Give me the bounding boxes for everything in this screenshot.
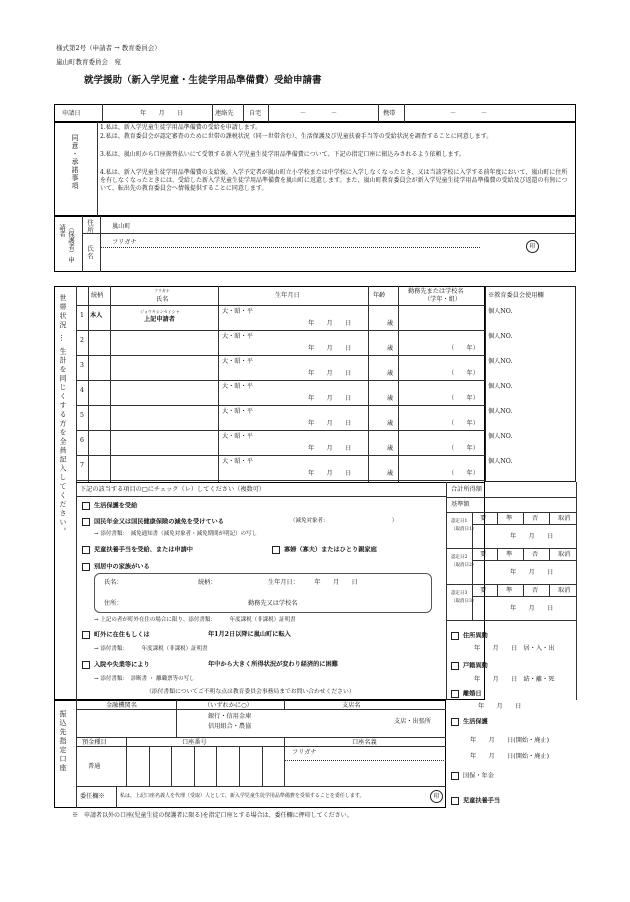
pension-doc: → 添付書類： 減免通知書（減免対象者・減免期間が明記）の写し: [94, 531, 258, 537]
judge-header: 準: [506, 515, 513, 522]
footnote: ※ 申請者以外の口座(児童生徒の保護者に限る)を指定口座とする場合は、委任欄に押印してください。: [72, 812, 353, 819]
form-number: 様式第2号（申請者 → 教育委員会）: [56, 44, 161, 52]
row-age[interactable]: 歳: [387, 320, 394, 327]
row-date[interactable]: 年 月 日: [308, 445, 352, 452]
account-digit-cell[interactable]: [239, 746, 240, 786]
bank-types-2[interactable]: 信用組合・農協: [208, 723, 252, 730]
row-date[interactable]: 年 月 日: [308, 395, 352, 402]
row-age[interactable]: 歳: [387, 395, 394, 402]
row-office: 個人NO.: [488, 433, 513, 440]
judge-header: 否: [532, 515, 539, 522]
col-name: 氏名: [156, 296, 169, 303]
checkbox-icon: [82, 563, 90, 571]
row-divider: [76, 430, 485, 431]
judge-label-sub: （取消日3）: [451, 599, 477, 604]
judge-date: 年 月 日: [510, 605, 554, 612]
judge-hline: [472, 560, 576, 561]
row-office: 個人NO.: [488, 383, 513, 390]
home-phone-field[interactable]: － －: [300, 110, 338, 117]
pension-target: （減免対象者： ）: [290, 518, 398, 524]
mobile-label: 携帯: [383, 110, 396, 117]
judge-header: 否: [532, 551, 539, 558]
row-office: 個人NO.: [488, 358, 513, 365]
row-age[interactable]: 歳: [387, 420, 394, 427]
household-side-label: 世帯状況 … 生計を同じくする方を全員記入してください。: [59, 294, 67, 537]
checkbox-icon: [451, 632, 459, 640]
col-relation: 続柄: [91, 292, 104, 299]
judge-cell-line: [523, 584, 524, 596]
moved-doc: → 添付書類： 年度課税（非課税）証明書: [94, 646, 208, 652]
hospital-detail: 年中から大きく所得状況が変わり経済的に困難: [208, 661, 338, 668]
apply-date-label: 申請日: [62, 110, 81, 117]
judge-cell-line: [497, 584, 498, 596]
judge-header: 要: [480, 587, 487, 594]
office-family: 戸籍異動: [451, 662, 488, 670]
row-number: 1: [80, 312, 84, 319]
row-name[interactable]: 上記申請者: [144, 316, 175, 323]
row-office: 個人NO.: [488, 308, 513, 315]
consent-item-1: 1.私は、新入学児童生徒学用品準備費の受給を申請します。: [100, 124, 262, 131]
row-grade[interactable]: （ 年）: [448, 370, 479, 377]
row-number: 2: [80, 337, 84, 344]
row-grade[interactable]: （ 年）: [448, 445, 479, 452]
judge-header: 準: [506, 587, 513, 594]
row-age[interactable]: 歳: [387, 445, 394, 452]
consent-item-2: 2.私は、教育委員会が認定審査のために世帯の課税状況（同一世帯含む）、生活保護及び児童扶養手当等の受給状況を調査することに同意します。: [100, 133, 493, 140]
judge-cell-line: [549, 512, 550, 524]
address-label: 住所: [86, 219, 94, 234]
check-separate[interactable]: 別居中の家族がいる: [82, 563, 150, 571]
office-family-line: 年 月 日 結・離・死: [474, 676, 555, 683]
row-divider: [76, 330, 485, 331]
apply-date-field[interactable]: 年 月 日: [140, 110, 184, 117]
check-widow[interactable]: 寡婦（寡夫）またはひとり親家庭: [272, 546, 377, 554]
judge-cell-line: [549, 548, 550, 560]
judge-header: 取消: [558, 515, 571, 522]
row-date[interactable]: 年 月 日: [308, 370, 352, 377]
row-grade[interactable]: （ 年）: [448, 345, 479, 352]
row-office: 個人NO.: [488, 333, 513, 340]
office-use-column: [485, 286, 576, 482]
judge-date: 年 月 日: [510, 533, 554, 540]
judge-divider: [446, 548, 576, 549]
checkbox-icon: [82, 518, 90, 526]
check-hospital[interactable]: 入院や失業等により: [82, 661, 150, 669]
checkbox-icon: [82, 546, 90, 554]
bank-select-label: （いずれかに○）: [204, 702, 253, 709]
checkbox-icon: [451, 662, 459, 670]
checklist-instruction: 下記の該当する項目の□にチェック（レ）してください（複数可）: [80, 486, 266, 493]
judge-header: 準: [506, 551, 513, 558]
sep-name[interactable]: 氏名：: [104, 579, 123, 586]
judge-date: 年 月 日: [510, 569, 554, 576]
row-age[interactable]: 歳: [387, 470, 394, 477]
row-grade[interactable]: （ 年）: [448, 420, 479, 427]
consent-item-3: 3.私は、嵐山町から口座振替払いにて受領する新入学児童生徒学用品準備費について、下記の指定口座に振込みされるよう依頼します。: [100, 151, 466, 158]
applicant-side-label: （保護者）申請者: [58, 224, 75, 263]
proxy-text: 私は、上記口座名義人を代理（受取）人として、新入学児童生徒学用品準備費を受領することを委任します。: [120, 793, 365, 799]
col-school: 勤務先または学校名: [408, 288, 464, 295]
contact-label: 連絡先: [215, 110, 234, 117]
holder-label: 口座名義: [352, 739, 377, 746]
row-office: 個人NO.: [488, 408, 513, 415]
row-divider: [76, 380, 485, 381]
seal-mark: 印: [526, 240, 539, 253]
row-number: 7: [80, 462, 84, 469]
office-child: 児童扶養手当: [451, 797, 500, 805]
row-era[interactable]: 大・昭・平: [222, 458, 253, 465]
address-value[interactable]: 嵐山町: [112, 223, 131, 230]
row-era[interactable]: 大・昭・平: [222, 333, 253, 340]
sep-relation[interactable]: 続柄：: [198, 579, 217, 586]
row-era[interactable]: 大・昭・平: [222, 308, 253, 315]
checkbox-icon: [272, 546, 280, 554]
row-date[interactable]: 年 月 日: [308, 420, 352, 427]
checkbox-icon: [451, 690, 459, 698]
judge-header: 要: [480, 551, 487, 558]
judge-label: 認定日1: [451, 519, 468, 524]
check-moved[interactable]: 町外に在住もしくは: [82, 631, 150, 639]
page-title: 就学援助（新入学児童・生徒学用品準備費）受給申請書: [84, 75, 322, 86]
judge-label: 認定日2: [451, 555, 468, 560]
sep-address[interactable]: 住所：: [104, 600, 123, 607]
check-child-allowance[interactable]: 児童扶養手当を受給、または申請中: [82, 546, 193, 554]
addressee: 嵐山町教育委員会 宛: [56, 58, 121, 66]
row-date[interactable]: 年 月 日: [308, 470, 352, 477]
doc-note: （添付書類についてご不明な点は教育委員会事務局までお問い合わせください）: [146, 689, 355, 695]
hospital-doc: → 添付書類： 診断書 ・ 離職票等の写し: [94, 676, 195, 682]
bank-types[interactable]: 銀行・信用金庫: [208, 713, 252, 720]
office-pension: 国保・年金: [451, 772, 494, 780]
office-welfare-line2: 年 月 日(開始・廃止): [470, 753, 550, 760]
checkbox-icon: [82, 502, 90, 510]
row-date[interactable]: 年 月 日: [308, 320, 352, 327]
consent-item-4: 4.私は、新入学児童生徒学用品準備費の支給後、入学予定者が嵐山町立小学校または中学校に入学しなくなったとき、又は当該学校に入学する前年度において、嵐山町に住所を有しなくなったときには、受給した新入学児童生徒学用品準備費を嵐山町に返還します。また、嵐山町教育委員会が新入学児童生徒学用品準備費の受給及び返還の有無について、転出先の教育委員会へ情報提供することに同意します。: [100, 169, 568, 192]
row-era[interactable]: 大・昭・平: [222, 408, 253, 415]
row-divider: [76, 455, 485, 456]
office-welfare-line1: 年 月 日(開始・廃止): [470, 737, 550, 744]
judge-label: 認定日3: [451, 591, 468, 596]
mobile-phone-field[interactable]: － －: [450, 110, 488, 117]
check-pension[interactable]: 国民年金又は国民健康保険の減免を受けている: [82, 518, 224, 526]
proxy-label: 委任欄※: [80, 793, 105, 800]
col-office: ※教育委員会使用欄: [488, 292, 544, 299]
judge-header: 要: [480, 515, 487, 522]
sep-birth[interactable]: 生年月日： 年 月 日: [268, 579, 358, 586]
ordinary-label[interactable]: 普通: [88, 763, 101, 770]
judge-cell-line: [549, 584, 550, 596]
applicant-furigana: フリガナ: [112, 239, 137, 246]
account-digit-cell[interactable]: [194, 746, 195, 786]
row-grade[interactable]: （ 年）: [448, 395, 479, 402]
row-office: 個人NO.: [488, 458, 513, 465]
judge-label-sub: （取消日1）: [451, 527, 477, 532]
judge-cell-line: [497, 512, 498, 524]
row-age[interactable]: 歳: [387, 370, 394, 377]
account-digit-cell[interactable]: [171, 746, 172, 786]
name-label: 氏名: [86, 245, 94, 260]
judge-hline: [472, 596, 576, 597]
account-digit-cell[interactable]: [149, 746, 150, 786]
row-relation[interactable]: 本人: [90, 312, 103, 319]
account-digit-cell[interactable]: [216, 746, 217, 786]
proxy-seal: 印: [430, 790, 443, 803]
checkbox-icon: [82, 631, 90, 639]
checkbox-icon: [82, 661, 90, 669]
checkbox-icon: [451, 718, 459, 726]
consent-label: 同意・承諾事項: [71, 134, 79, 190]
col-school-sub: （学年・組）: [424, 296, 462, 303]
sep-school[interactable]: 勤務先又は学校名: [248, 600, 298, 607]
branch-label: 支店名: [342, 702, 361, 709]
row-number: 4: [80, 387, 84, 394]
row-number: 6: [80, 437, 84, 444]
row-number: 5: [80, 412, 84, 419]
checkbox-icon: [451, 772, 459, 780]
judge-cell-line: [523, 548, 524, 560]
row-era[interactable]: 大・昭・平: [222, 433, 253, 440]
office-tax: 合計所得額: [451, 486, 482, 493]
judge-header: 否: [532, 587, 539, 594]
judge-header: 取消: [558, 587, 571, 594]
account-digit-cell[interactable]: [262, 746, 263, 786]
office-divorce: 離婚日: [451, 690, 482, 698]
bank-name-label: 金融機関名: [106, 702, 137, 709]
judge-hline: [472, 524, 576, 525]
row-number: 3: [80, 362, 84, 369]
col-age: 年齢: [373, 292, 386, 299]
row-divider: [76, 405, 485, 406]
row-divider: [76, 355, 485, 356]
judge-divider: [446, 620, 576, 621]
judge-header: 取消: [558, 551, 571, 558]
col-birth: 生年月日: [275, 292, 300, 299]
row-era[interactable]: 大・昭・平: [222, 358, 253, 365]
col-furigana: フリガナ: [154, 288, 170, 293]
moved-detail: 年1月2日以降に嵐山町に転入: [208, 631, 291, 638]
account-no-label: 口座番号: [182, 739, 207, 746]
sep-doc: → 上記の者が町外在住の場合に限り、添付書類： 年度課税（非課税）証明書: [94, 617, 296, 623]
judge-cell-line: [523, 512, 524, 524]
office-standard: 基準額: [451, 501, 470, 508]
row-divider: [76, 480, 485, 481]
office-resident-line: 年 月 日 居・入・出: [474, 645, 555, 652]
checkbox-icon: [451, 797, 459, 805]
office-divorce-line: 年 月 日: [478, 703, 522, 710]
bank-side-label: 振込先指定口座: [59, 710, 67, 773]
row-furigana: ジョウキシンセイシャ: [140, 309, 180, 314]
judge-divider: [446, 584, 576, 585]
branch-types[interactable]: 支店・出張所: [394, 718, 432, 725]
row-age[interactable]: 歳: [387, 345, 394, 352]
office-resident: 住所異動: [451, 632, 488, 640]
judge-label-sub: （取消日2）: [451, 563, 477, 568]
home-label: 自宅: [249, 110, 262, 117]
row-date[interactable]: 年 月 日: [308, 345, 352, 352]
check-welfare[interactable]: 生活保護を受給: [82, 502, 137, 510]
judge-cell-line: [497, 548, 498, 560]
holder-furigana: フリガナ: [292, 749, 317, 756]
deposit-type-label: 預金種目: [82, 739, 107, 746]
row-grade[interactable]: （ 年）: [448, 470, 479, 477]
row-era[interactable]: 大・昭・平: [222, 383, 253, 390]
office-welfare: 生活保護: [451, 718, 488, 726]
